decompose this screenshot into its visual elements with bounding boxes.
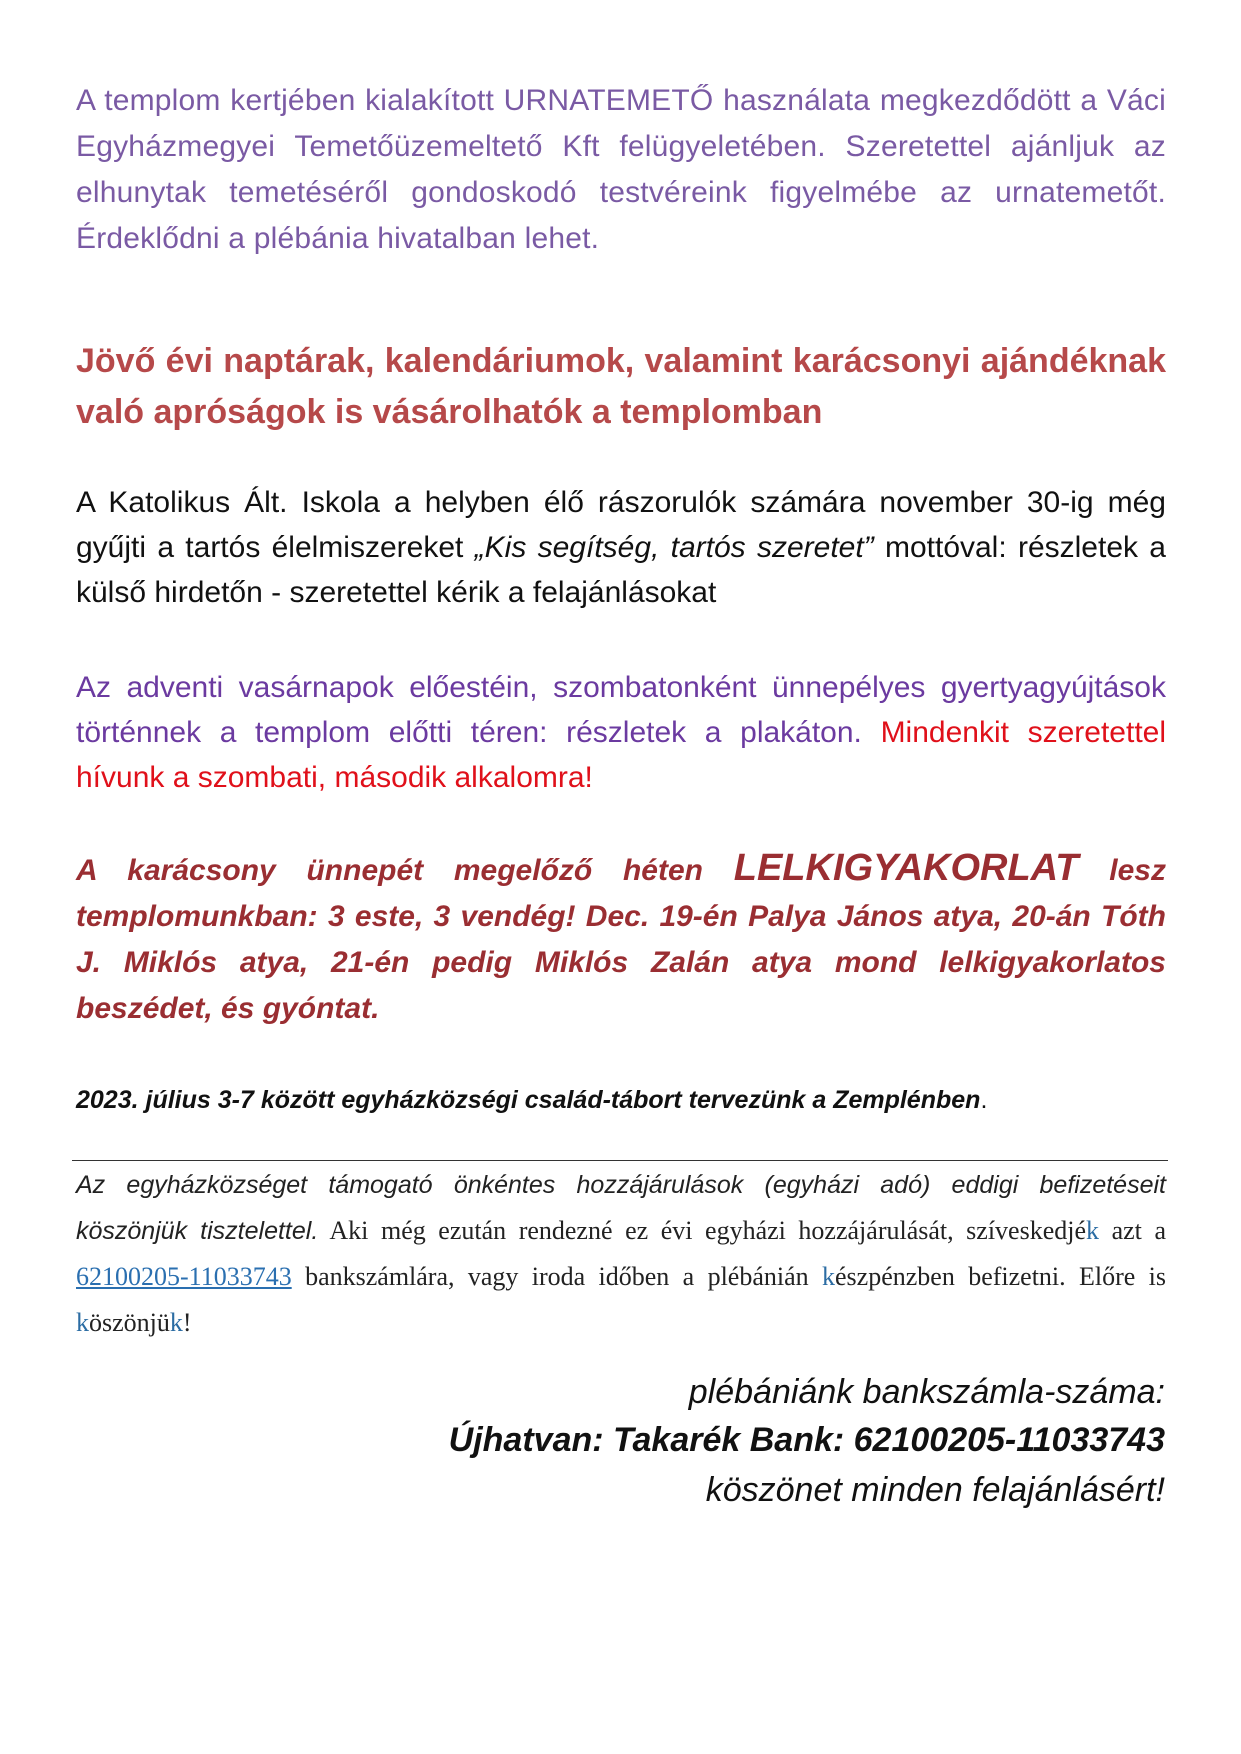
footer-account-number: Újhatvan: Takarék Bank: 62100205-11033743 [448, 1421, 1165, 1459]
donation-k-2: k [822, 1262, 836, 1291]
adventi-text: Az adventi vasárnapok előestéin, szombatonként ünnepélyes gyertyagyújtások történnek a templom előtti téren: részletek a plakáton. [76, 671, 1166, 749]
tabor-paragraph [76, 1082, 1166, 1118]
tabor-text: 2023. július 3-7 között egyházközségi család-tábort tervezünk a Zemplénben [76, 1086, 981, 1114]
lelki-text-2: lesz templomunkban: 3 este, 3 vendég! Dec. 19-én Palya János atya, 20-án Tóth J. Miklós atya, 21-én pedig Miklós Zalán atya mond lelkigyakorlatos beszédet, és gyóntat. [76, 854, 1166, 1025]
footer-thanks: köszönet minden felajánlásért! [705, 1471, 1165, 1509]
donation-text-6: ! [182, 1308, 192, 1337]
naptarak-paragraph: Jövő évi naptárak, kalendáriumok, valamint karácsonyi ajándéknak való apróságok is vásárolhatók a templomban [76, 342, 1166, 431]
donation-k-4: k [169, 1308, 183, 1337]
donation-text-5: öszönjü [89, 1308, 170, 1337]
iskola-text-2: mottóval: részletek a külső hirdetőn - szeretettel kérik a felajánlásokat [76, 531, 1166, 609]
iskola-motto: „Kis segítség, tartós szeretet” [474, 531, 874, 564]
donation-text-2: azt a [1111, 1216, 1166, 1245]
donation-paragraph [76, 1162, 1166, 1346]
adventi-invitation: Mindenkit szeretettel hívunk a szombati, második alkalomra! [76, 716, 1167, 794]
iskola-text-1: A Katolikus Ált. Iskola a helyben élő rászorulók számára november 30-ig még gyűjti a tartós élelmiszereket [76, 486, 1166, 564]
iskola-paragraph [76, 480, 1166, 615]
donation-text-4: észpénzben befizetni. Előre is [835, 1262, 1167, 1291]
lelkigyakorlat-heading: LELKIGYAKORLAT [733, 847, 1079, 889]
donation-intro: Az egyházközséget támogató önkéntes hozzájárulások (egyházi adó) eddigi befizetéseit köszönjük tisztelettel. [76, 1171, 1166, 1245]
donation-text-3: bankszámlára, vagy iroda időben a plébánián [305, 1262, 809, 1291]
donation-k-3: k [76, 1308, 89, 1337]
donation-k-1: k [1086, 1216, 1100, 1245]
bank-account-link[interactable]: 62100205-11033743 [76, 1262, 292, 1291]
donation-text-1: Aki még ezután rendezné ez évi egyházi hozzájárulását, szíveskedjé [329, 1216, 1087, 1245]
lelkigyakorlat-paragraph [76, 845, 1166, 1032]
tabor-period: . [980, 1086, 988, 1114]
footer-account-label: plébániánk bankszámla-száma: [688, 1373, 1165, 1411]
urnatemeto-paragraph: A templom kertjében kialakított URNATEMETŐ használata megkezdődött a Váci Egyházmegyei Temetőüzemeltető Kft felügyeletében. Szeretettel ajánljuk az elhunytak temetéséről gondoskodó testvéreink figyelmébe az urnatemetőt. Érdeklődni a plébánia hivatalban lehet. [76, 84, 1166, 255]
adventi-paragraph [76, 665, 1166, 800]
lelki-text-1: A karácsony ünnepét megelőző héten [76, 854, 703, 887]
divider-line [72, 1160, 1168, 1161]
